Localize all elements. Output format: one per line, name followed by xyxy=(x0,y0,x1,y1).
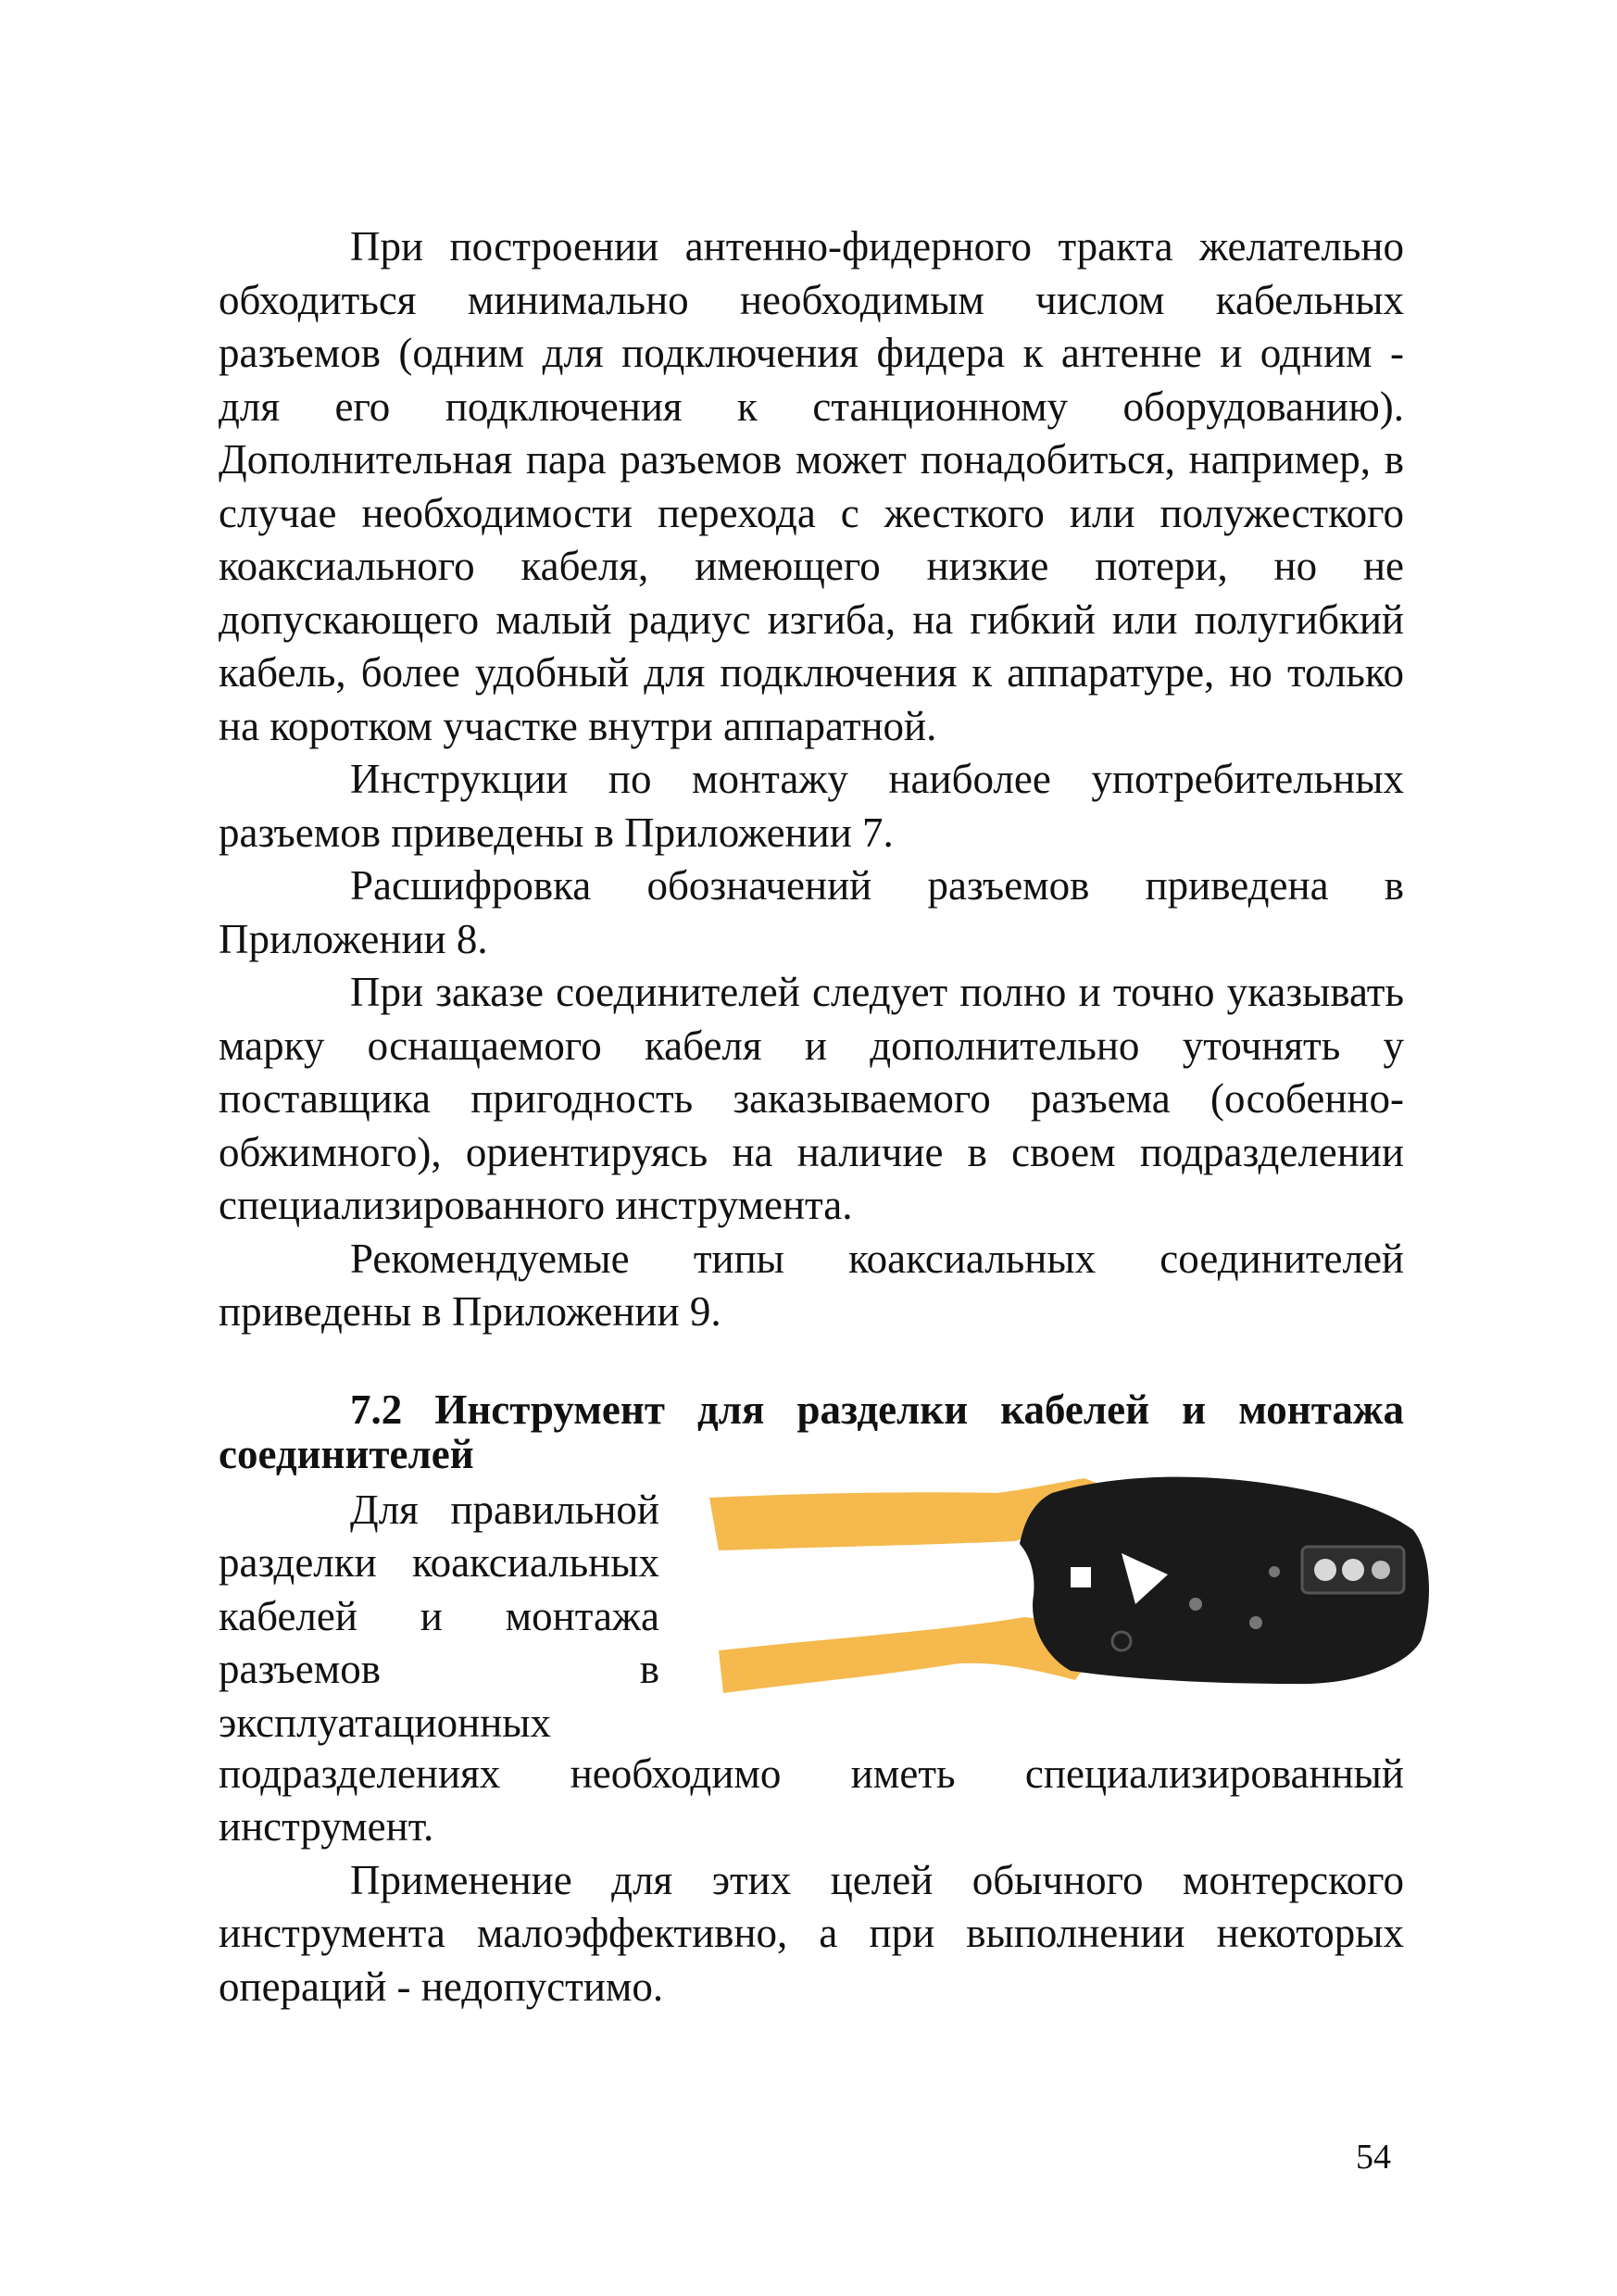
paragraph-recommended-types: Рекомендуемые типы коаксиальных соединителей приведены в Приложении 9. xyxy=(219,1235,1404,1335)
paragraph-antenna-feeder: При построении антенно-фидерного тракта желательно обходиться минимально необходимым числом кабельных разъемов (одним для подключения фидера к антенне и одним - для его подключения к станционному оборудованию). Дополнительная пара разъемов может понадобиться, например, в случае необходимости перехода с жесткого или полужесткого коаксиального кабеля, имеющего низкие потери, но не допускающего малый радиус изгиба, на гибкий или полугибкий кабель, более удобный для подключения к аппаратуре, но только на коротком участке внутри аппаратной. xyxy=(219,223,1404,749)
paragraph-usual-tools: Применение для этих целей обычного монтерского инструмента малоэффективно, а при выполнении некоторых операций - недопустимо. xyxy=(219,1856,1404,2010)
rivet-1 xyxy=(1189,1598,1202,1611)
paragraph-designation-decoding: Расшифровка обозначений разъемов приведена в Приложении 8. xyxy=(219,862,1404,962)
figure-block xyxy=(219,1484,1404,1748)
section-title: 7.2 Инструмент для разделки кабелей и монтажа соединителей xyxy=(219,1386,1404,1477)
lower-handle xyxy=(719,1617,1089,1693)
crimping-tool-icon xyxy=(700,1465,1450,1743)
page-number: 54 xyxy=(1356,2138,1391,2177)
paragraph-ordering-connectors: При заказе соединителей следует полно и точно указывать марку оснащаемого кабеля и дополнительно уточнять у поставщика пригодность заказываемого разъема (особенно-обжимного), ориентируясь на наличие в своем подразделении специализированного инструмента. xyxy=(219,969,1404,1228)
die-hole-3 xyxy=(1372,1561,1390,1579)
rivet-3 xyxy=(1269,1566,1280,1577)
paragraph-installation-instructions: Инструкции по монтажу наиболее употребительных разъемов приведены в Приложении 7. xyxy=(219,756,1404,856)
paragraph-tool-intro: Для правильной разделки коаксиальных кабелей и монтажа разъемов в эксплуатационных xyxy=(219,1486,659,1746)
figure-wrap-text xyxy=(219,1484,659,1750)
die-hole-1 xyxy=(1314,1559,1336,1581)
paragraph-tool-continued: подразделениях необходимо иметь специализированный инструмент. xyxy=(219,1750,1404,1850)
small-opening xyxy=(1071,1567,1091,1587)
rivet-2 xyxy=(1249,1616,1262,1629)
die-hole-2 xyxy=(1342,1559,1364,1581)
page-body xyxy=(219,220,1404,2014)
